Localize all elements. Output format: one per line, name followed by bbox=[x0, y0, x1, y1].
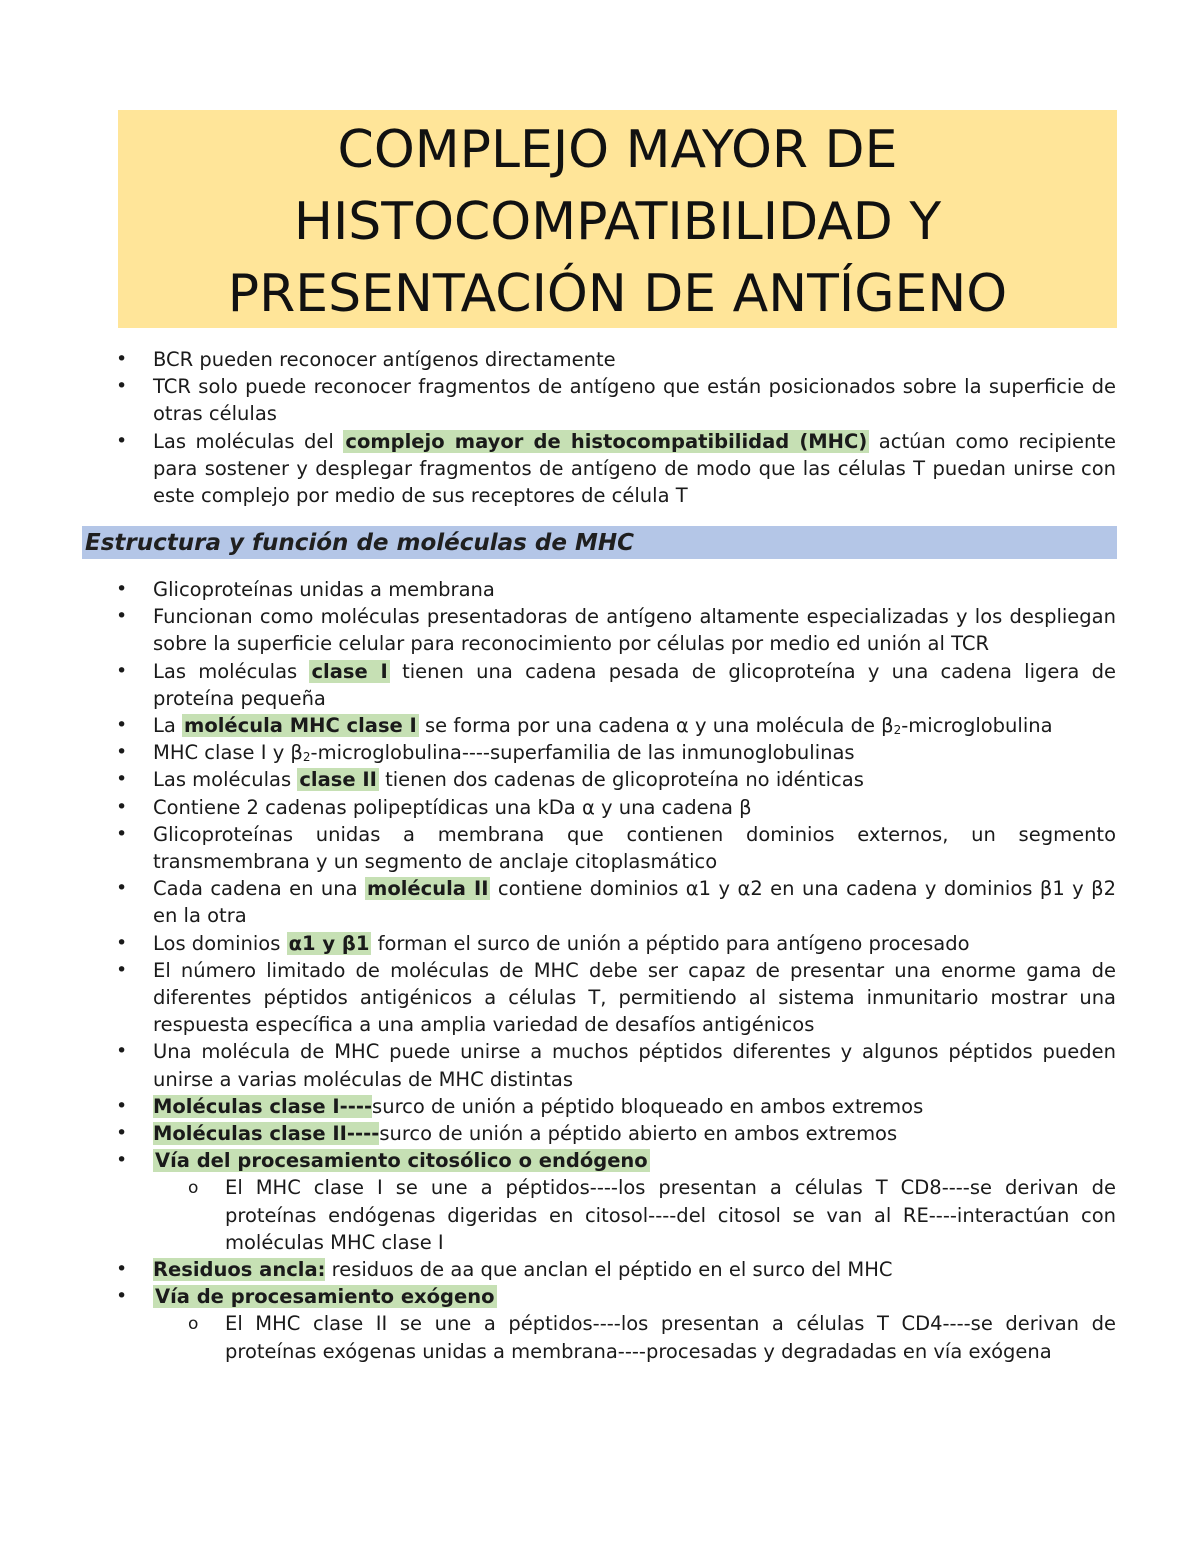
highlighted-term: Moléculas clase I---- bbox=[153, 1094, 373, 1118]
item-text: BCR pueden reconocer antígenos directamente bbox=[153, 348, 616, 371]
list-item bbox=[0, 603, 1200, 657]
item-text: Glicoproteínas unidas a membrana bbox=[153, 578, 495, 601]
item-text: Las moléculas bbox=[153, 659, 310, 683]
subscript: 2 bbox=[893, 723, 902, 738]
item-text: Las moléculas bbox=[153, 768, 298, 792]
list-item bbox=[0, 1093, 1200, 1120]
list-item bbox=[0, 930, 1200, 957]
item-text: contiene dominios α1 y α2 en una cadena y dominios β1 y β2 en la otra bbox=[153, 877, 1116, 928]
item-text: se forma por una cadena α y una molécula de β bbox=[418, 714, 894, 738]
highlighted-term: Moléculas clase II---- bbox=[153, 1122, 380, 1146]
item-text: -microglobulina----superfamilia de las inmunoglobulinas bbox=[310, 741, 855, 765]
list-item bbox=[0, 1120, 1200, 1147]
highlighted-term: clase I bbox=[311, 659, 388, 683]
highlighted-term: Vía del procesamiento citosólico o endógeno bbox=[155, 1149, 648, 1173]
item-text: surco de unión a péptido bloqueado en ambos extremos bbox=[372, 1094, 924, 1118]
sub-list-item bbox=[0, 1174, 1200, 1256]
item-text: Cada cadena en una bbox=[153, 877, 366, 901]
structure-list bbox=[0, 576, 1200, 1365]
list-item bbox=[0, 1147, 1200, 1174]
list-item bbox=[0, 957, 1200, 1039]
list-item bbox=[0, 1283, 1200, 1310]
list-item bbox=[0, 766, 1200, 793]
list-item bbox=[0, 346, 1200, 373]
highlighted-term: complejo mayor de histocompatibilidad (MHC) bbox=[345, 429, 868, 453]
list-item bbox=[0, 373, 1200, 427]
highlighted-term: clase II bbox=[299, 768, 377, 792]
item-text: Los dominios bbox=[153, 931, 287, 955]
highlighted-term: Vía de procesamiento exógeno bbox=[155, 1285, 495, 1309]
list-item bbox=[0, 794, 1200, 821]
item-text: Las moléculas del bbox=[153, 429, 344, 453]
item-text: MHC clase I y β bbox=[153, 741, 303, 765]
list-item bbox=[0, 658, 1200, 712]
list-item bbox=[0, 428, 1200, 510]
item-text: Una molécula de MHC puede unirse a muchos péptidos diferentes y algunos péptidos pueden unirse a varias moléculas de MHC distintas bbox=[153, 1040, 1116, 1091]
section-heading bbox=[82, 526, 1117, 559]
item-text: tienen una cadena pesada de glicoproteína y una cadena ligera de proteína pequeña bbox=[153, 659, 1116, 710]
item-text: El MHC clase II se une a péptidos----los presentan a células T CD4----se derivan de proteínas exógenas unidas a membrana----procesadas y degradadas en vía exógena bbox=[225, 1312, 1116, 1363]
item-text: tienen dos cadenas de glicoproteína no idénticas bbox=[378, 768, 864, 792]
item-text: residuos de aa que anclan el péptido en el surco del MHC bbox=[325, 1258, 893, 1282]
highlighted-term: molécula MHC clase I bbox=[184, 714, 417, 738]
intro-list bbox=[0, 346, 1200, 509]
title-line-1: COMPLEJO MAYOR DE bbox=[337, 120, 898, 180]
section-heading-text: Estructura y función de moléculas de MHC bbox=[85, 530, 634, 556]
list-item bbox=[0, 821, 1200, 875]
highlighted-term: molécula II bbox=[367, 877, 489, 901]
item-text: Glicoproteínas unidas a membrana que contienen dominios externos, un segmento transmembrana y un segmento de anclaje citoplasmático bbox=[153, 822, 1116, 874]
item-text: La bbox=[153, 714, 183, 738]
list-item bbox=[0, 875, 1200, 929]
title-line-2: HISTOCOMPATIBILIDAD Y bbox=[293, 192, 942, 252]
list-item bbox=[0, 576, 1200, 603]
title-banner bbox=[118, 110, 1117, 328]
list-item bbox=[0, 1256, 1200, 1283]
item-text: -microglobulina bbox=[901, 714, 1053, 738]
list-item bbox=[0, 1038, 1200, 1092]
highlighted-term: Residuos ancla: bbox=[153, 1258, 326, 1282]
highlighted-term: α1 y β1 bbox=[288, 931, 370, 955]
item-text: actúan como recipiente para sostener y desplegar fragmentos de antígeno de modo que las células T puedan unirse con este complejo por medio de sus receptores de célula T bbox=[153, 429, 1116, 508]
item-text: El número limitado de moléculas de MHC debe ser capaz de presentar una enorme gama de diferentes péptidos antigénicos a células T, permitiendo al sistema inmunitario mostrar una respuesta específica a una amplia variedad de desafíos antigénicos bbox=[153, 958, 1116, 1037]
list-item bbox=[0, 712, 1200, 739]
subscript: 2 bbox=[302, 750, 311, 765]
title-line-3: PRESENTACIÓN DE ANTÍGENO bbox=[227, 264, 1008, 324]
item-text: TCR solo puede reconocer fragmentos de antígeno que están posicionados sobre la superficie de otras células bbox=[153, 375, 1116, 426]
item-text: surco de unión a péptido abierto en ambos extremos bbox=[379, 1122, 898, 1146]
item-text: forman el surco de unión a péptido para antígeno procesado bbox=[371, 931, 970, 955]
sub-list-item bbox=[0, 1310, 1200, 1364]
item-text: Contiene 2 cadenas polipeptídicas una kDa α y una cadena β bbox=[153, 795, 752, 819]
list-item bbox=[0, 739, 1200, 766]
item-text: El MHC clase I se une a péptidos----los presentan a células T CD8----se derivan de proteínas endógenas digeridas en citosol----del citosol se van al RE----interactúan con moléculas MHC clase I bbox=[225, 1176, 1116, 1254]
item-text: Funcionan como moléculas presentadoras de antígeno altamente especializadas y los despliegan sobre la superficie celular para reconocimiento por células por medio ed unión al TCR bbox=[153, 605, 1116, 656]
